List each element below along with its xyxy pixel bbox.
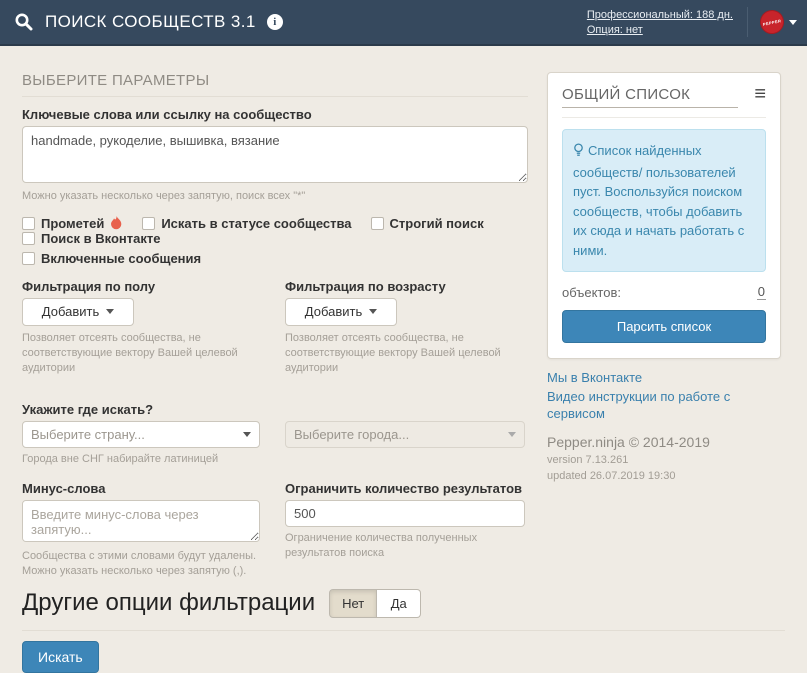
checkbox-search-in-status[interactable]: Искать в статусе сообщества — [142, 216, 351, 231]
location-label: Укажите где искать? — [22, 402, 154, 418]
search-icon — [14, 12, 34, 32]
flame-icon — [110, 216, 123, 231]
pepper-logo-icon: PEPPER — [758, 8, 786, 36]
parse-list-button[interactable]: Парсить список — [562, 310, 766, 343]
empty-list-alert: Список найденных сообществ/ пользователей пуст. Воспользуйся поиском сообществ, чтобы добавить их сюда и начать работать с ними. — [562, 129, 766, 272]
location-help: Города вне СНГ набирайте латиницей — [22, 453, 219, 466]
chevron-down-icon — [508, 432, 516, 437]
gender-add-button[interactable]: Добавить — [22, 298, 134, 326]
limit-help: Ограничение количества полученных результатов поиска — [285, 532, 478, 560]
limit-input[interactable] — [285, 500, 525, 527]
minus-words-textarea[interactable] — [22, 500, 260, 542]
checkbox-enabled-messages[interactable]: Включенные сообщения — [22, 251, 201, 266]
card-divider — [562, 117, 766, 118]
keywords-textarea[interactable] — [22, 126, 528, 183]
account-menu[interactable] — [760, 10, 797, 34]
menu-icon[interactable]: ≡ — [754, 83, 766, 105]
objects-label: объектов: — [562, 284, 621, 300]
keywords-help: Можно указать несколько через запятую, поиск всех "*" — [22, 190, 306, 202]
checkbox-search-in-vk[interactable]: Поиск в Вконтакте — [22, 231, 160, 246]
minus-words-label: Минус-слова — [22, 481, 106, 497]
video-instructions-link[interactable]: Видео инструкции по работе с сервисом — [547, 389, 731, 421]
list-title-input[interactable]: ОБЩИЙ СПИСОК — [562, 86, 738, 108]
sidebar — [547, 72, 781, 482]
tariff-link[interactable]: Профессиональный: 188 дн. — [586, 8, 733, 21]
checkbox-strict-search[interactable]: Строгий поиск — [371, 216, 484, 231]
header-divider — [747, 7, 748, 37]
search-button[interactable]: Искать — [22, 641, 99, 673]
footer-divider — [22, 630, 785, 631]
section-divider — [22, 96, 528, 97]
info-icon[interactable]: i — [267, 14, 283, 30]
page-title: ПОИСК СООБЩЕСТВ 3.1 — [45, 12, 256, 31]
checkbox-box[interactable] — [22, 217, 35, 230]
list-card — [547, 72, 781, 359]
chevron-down-icon — [789, 20, 797, 25]
checkbox-box[interactable] — [22, 252, 35, 265]
section-title: ВЫБЕРИТЕ ПАРАМЕТРЫ — [22, 72, 210, 89]
chevron-down-icon — [369, 309, 377, 314]
option-link[interactable]: Опция: нет — [586, 23, 643, 36]
top-header — [0, 0, 807, 46]
checkbox-prometei[interactable]: Прометей — [22, 216, 123, 231]
keywords-label: Ключевые слова или ссылку на сообщество — [22, 107, 312, 122]
vk-link[interactable]: Мы в Вконтакте — [547, 370, 643, 385]
city-select[interactable]: Выберите города... — [285, 421, 525, 448]
gender-filter-help: Позволяет отсеять сообщества, не соответствующие вектору Вашей целевой аудитории — [22, 331, 238, 374]
checkbox-box[interactable] — [371, 217, 384, 230]
age-filter-help: Позволяет отсеять сообщества, не соответствующие вектору Вашей целевой аудитории — [285, 331, 501, 374]
lightbulb-icon — [573, 143, 584, 163]
toggle-yes-button[interactable]: Да — [377, 589, 421, 618]
checkbox-box[interactable] — [22, 232, 35, 245]
minus-words-help: Сообщества с этими словами будут удалены. Можно указать несколько через запятую (,). — [22, 550, 257, 578]
toggle-no-button[interactable]: Нет — [329, 589, 377, 618]
chevron-down-icon — [106, 309, 114, 314]
version-text: version 7.13.261 — [547, 453, 629, 466]
search-form — [22, 46, 528, 673]
age-filter-label: Фильтрация по возрасту — [285, 278, 446, 294]
updated-text: updated 26.07.2019 19:30 — [547, 469, 676, 482]
other-options-title: Другие опции фильтрации — [22, 589, 316, 617]
checkbox-box[interactable] — [142, 217, 155, 230]
gender-filter-label: Фильтрация по полу — [22, 278, 156, 294]
limit-label: Ограничить количество результатов — [285, 481, 523, 497]
chevron-down-icon — [243, 432, 251, 437]
age-add-button[interactable]: Добавить — [285, 298, 397, 326]
checkbox-group — [22, 216, 528, 266]
objects-count-link[interactable]: 0 — [757, 284, 765, 299]
other-options-toggle — [329, 589, 421, 618]
copyright-text: Pepper.ninja © 2014-2019 — [547, 433, 710, 450]
country-select[interactable]: Выберите страну... — [22, 421, 260, 448]
